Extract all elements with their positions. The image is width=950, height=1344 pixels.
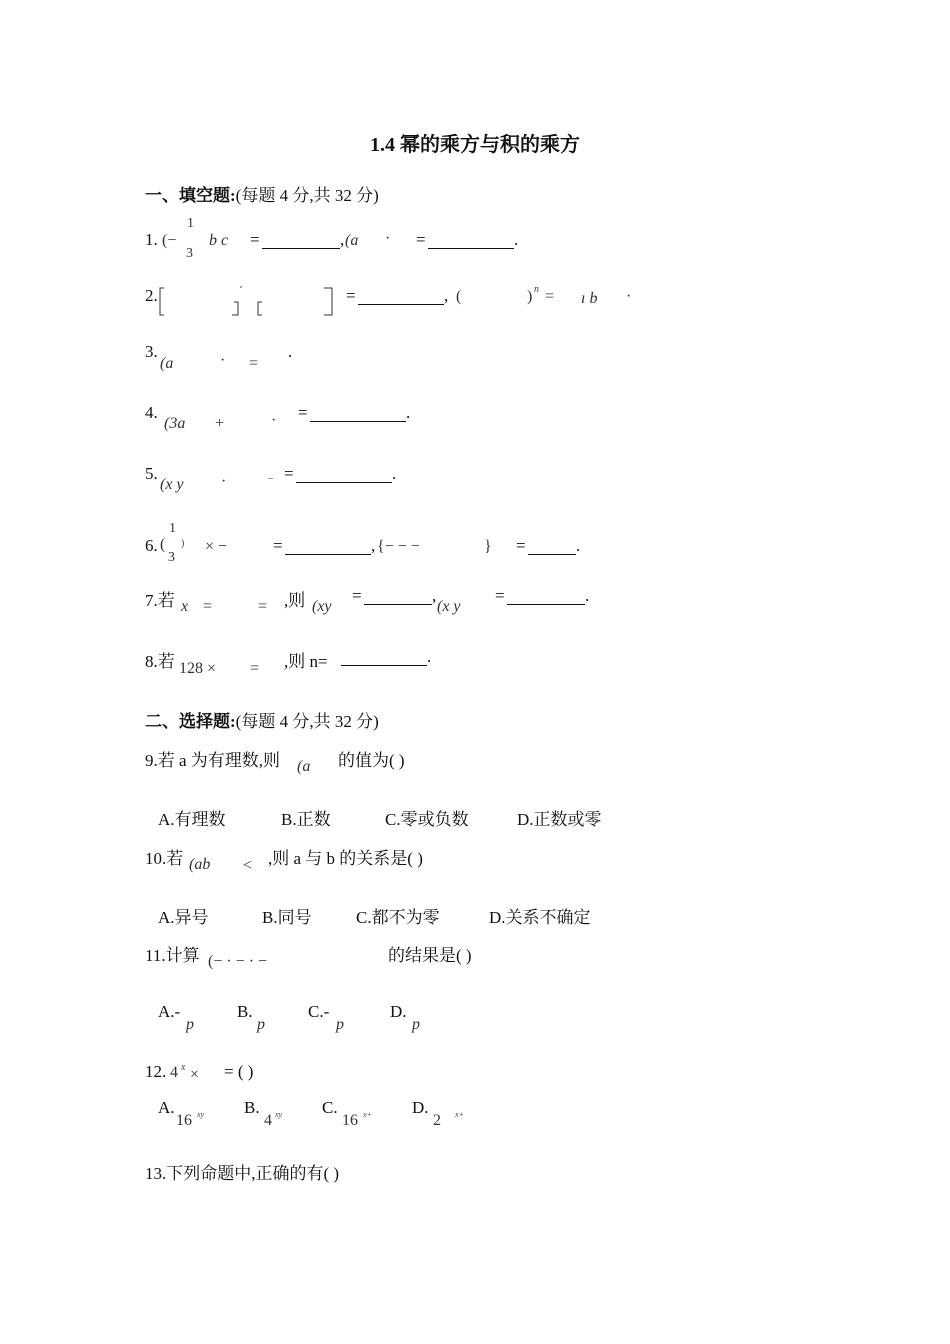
q3-eq: = <box>249 355 259 372</box>
q11-option-b-label: B. <box>237 1002 253 1021</box>
q6-close: ) <box>181 538 185 549</box>
q6-frac-den: 3 <box>168 550 175 565</box>
q11-option-c-p: p <box>336 1016 344 1033</box>
q5-end: . <box>392 464 397 483</box>
q8-end: . <box>427 647 432 666</box>
q6-times: × − <box>205 538 228 555</box>
q7-then: ,则 <box>284 591 306 610</box>
q6-blank-2[interactable] <box>528 540 576 555</box>
section-1-heading <box>145 181 379 206</box>
q4-plus: + <box>215 415 225 432</box>
q11-option-c-label: C.- <box>308 1002 330 1021</box>
q7-eq4: = <box>495 586 505 605</box>
q11-text: 11.计算 <box>145 946 200 965</box>
q7-eq1: = <box>203 598 213 615</box>
q2-brackets <box>158 284 348 318</box>
q7-sep: , <box>432 586 437 605</box>
q10-text: 10.若 <box>145 849 184 868</box>
q4-expr: (3a <box>164 415 186 432</box>
section-2-note: (每题 4 分,共 32 分) <box>235 712 379 731</box>
q1-eq2: = <box>416 230 426 249</box>
q7-expr1: (xy <box>312 598 332 615</box>
q1-expr2: (a <box>345 232 359 249</box>
q4-eq: = <box>298 403 308 422</box>
q1-dot: · <box>385 230 391 247</box>
q5-dot: · <box>221 473 227 490</box>
q8-expr: 128 × <box>179 660 217 677</box>
q12-option-d-sup: x+ <box>455 1110 464 1119</box>
q6-brace: {− − − <box>377 538 420 555</box>
q12-sup: x <box>181 1062 186 1073</box>
q12-times: × <box>190 1066 200 1083</box>
q10-option-b[interactable]: B.同号 <box>262 908 312 927</box>
q9-expr: (a <box>297 758 311 775</box>
section-1-note: (每题 4 分,共 32 分) <box>235 186 379 205</box>
q1-frac-num: 1 <box>187 216 194 231</box>
q7-end: . <box>585 586 590 605</box>
q10-lt: < <box>243 857 253 874</box>
q1-frac-den: 3 <box>186 246 193 261</box>
q1-sep: , <box>340 230 345 249</box>
q12-text: 12. <box>145 1062 167 1081</box>
q2-dot: · <box>626 288 632 305</box>
section-2-title: 二、选择题: <box>145 712 236 731</box>
q3-number: 3. <box>145 342 158 361</box>
q4-number: 4. <box>145 403 158 422</box>
q7-blank-2[interactable] <box>507 590 585 605</box>
q11-option-a-p: p <box>186 1016 194 1033</box>
q1-eq1: = <box>250 230 260 249</box>
q6-sep: , <box>371 536 376 555</box>
q6-eq2: = <box>516 536 526 555</box>
q1-end: . <box>514 230 519 249</box>
q2-close: ) <box>527 288 533 305</box>
q12-option-c[interactable]: C. <box>322 1098 338 1117</box>
q6-blank-1[interactable] <box>285 540 371 555</box>
q10-option-d[interactable]: D.关系不确定 <box>489 908 591 927</box>
q8-number: 8.若 <box>145 652 175 671</box>
q6-eq1: = <box>273 536 283 555</box>
q3-dot: · <box>220 352 226 369</box>
q2-blank[interactable] <box>358 290 444 305</box>
q11-expr: (− · − · − <box>208 953 268 970</box>
q11-option-b[interactable] <box>237 1002 253 1022</box>
q8-eq: = <box>250 660 260 677</box>
q12-option-d[interactable]: D. <box>412 1098 429 1117</box>
q10-expr: (ab <box>189 856 211 873</box>
q9-option-c[interactable]: C.零或负数 <box>385 810 469 829</box>
q4-end: . <box>406 403 411 422</box>
q6-rbrace: } <box>484 538 492 555</box>
q5-eq: = <box>284 464 294 483</box>
q6-end: . <box>576 536 581 555</box>
q5-expr: (x y <box>160 476 184 493</box>
q7-eq3: = <box>352 586 362 605</box>
q12-base: 4 <box>170 1064 178 1081</box>
q11-option-b-p: p <box>257 1016 265 1033</box>
q6-frac-num: 1 <box>169 521 176 536</box>
q11-tail: 的结果是( ) <box>388 946 472 965</box>
q6-open: ( <box>160 536 166 553</box>
page-title: 1.4 幂的乘方与积的乘方 <box>370 134 580 156</box>
q5-dash: – <box>268 473 273 484</box>
q1-blank-2[interactable] <box>428 234 514 249</box>
q12-option-c-value: 16 <box>342 1112 358 1129</box>
q2-open: ( <box>456 288 462 305</box>
q2-sup-n: n <box>534 284 539 295</box>
q12-option-b-value: 4 <box>264 1112 272 1129</box>
q4-blank[interactable] <box>310 407 406 422</box>
question-1 <box>145 230 176 250</box>
q11-option-c[interactable] <box>308 1002 329 1022</box>
q2-number: 2. <box>145 286 158 305</box>
q3-end: . <box>288 342 293 361</box>
q3-expr: (a <box>160 355 174 372</box>
q9-text: 9.若 a 为有理数,则 <box>145 751 281 770</box>
q12-option-b[interactable]: B. <box>244 1098 260 1117</box>
left-bracket-1 <box>160 288 164 315</box>
q11-option-a[interactable] <box>158 1002 180 1022</box>
q4-dot: · <box>271 412 277 429</box>
q12-option-a[interactable]: A. <box>158 1098 175 1117</box>
q1-blank-1[interactable] <box>262 234 340 249</box>
q11-option-a-label: A.- <box>158 1002 181 1021</box>
q2-vars: ı b <box>581 290 598 307</box>
q12-option-a-sup: xy <box>197 1110 205 1119</box>
q6-number: 6. <box>145 536 158 555</box>
left-bracket-2 <box>258 302 262 315</box>
q7-eq2: = <box>258 598 268 615</box>
q12-tail: = ( ) <box>224 1062 254 1081</box>
q10-option-c[interactable]: C.都不为零 <box>356 908 440 927</box>
q2-eq2: = <box>545 288 555 305</box>
q12-option-b-sup: xy <box>275 1110 283 1119</box>
section-1-title: 一、填空题: <box>145 186 236 205</box>
q5-blank[interactable] <box>296 468 392 483</box>
q5-number: 5. <box>145 464 158 483</box>
q12-option-c-sup: x+ <box>363 1110 372 1119</box>
q7-expr2: (x y <box>437 598 461 615</box>
q2-sep: , <box>444 286 449 305</box>
q1-vars: b c <box>209 232 229 249</box>
q12-option-a-value: 16 <box>176 1112 192 1129</box>
section-2-heading <box>145 707 379 732</box>
right-bracket-2 <box>324 288 332 315</box>
q9-option-a[interactable]: A.有理数 <box>158 810 226 829</box>
q1-open: (− <box>162 232 177 249</box>
q9-option-d[interactable]: D.正数或零 <box>517 810 602 829</box>
q9-tail: 的值为( ) <box>338 751 405 770</box>
q12-option-d-value: 2 <box>433 1112 441 1129</box>
q2-eq1: = <box>346 286 356 305</box>
q1-number: 1. <box>145 230 158 249</box>
q7-x: x <box>181 598 189 615</box>
q11-option-d-label: D. <box>390 1002 407 1021</box>
q11-option-d[interactable] <box>390 1002 407 1022</box>
q8-blank[interactable] <box>341 651 427 666</box>
q7-blank-1[interactable] <box>364 590 432 605</box>
q7-number: 7.若 <box>145 591 175 610</box>
q9-option-b[interactable]: B.正数 <box>281 810 331 829</box>
q10-option-a[interactable]: A.异号 <box>158 908 209 927</box>
q11-option-d-p: p <box>412 1016 420 1033</box>
q10-tail: ,则 a 与 b 的关系是( ) <box>268 849 423 868</box>
q13-text: 13.下列命题中,正确的有( ) <box>145 1164 340 1183</box>
right-bracket-1 <box>232 302 238 315</box>
q8-then: ,则 n= <box>284 652 328 671</box>
